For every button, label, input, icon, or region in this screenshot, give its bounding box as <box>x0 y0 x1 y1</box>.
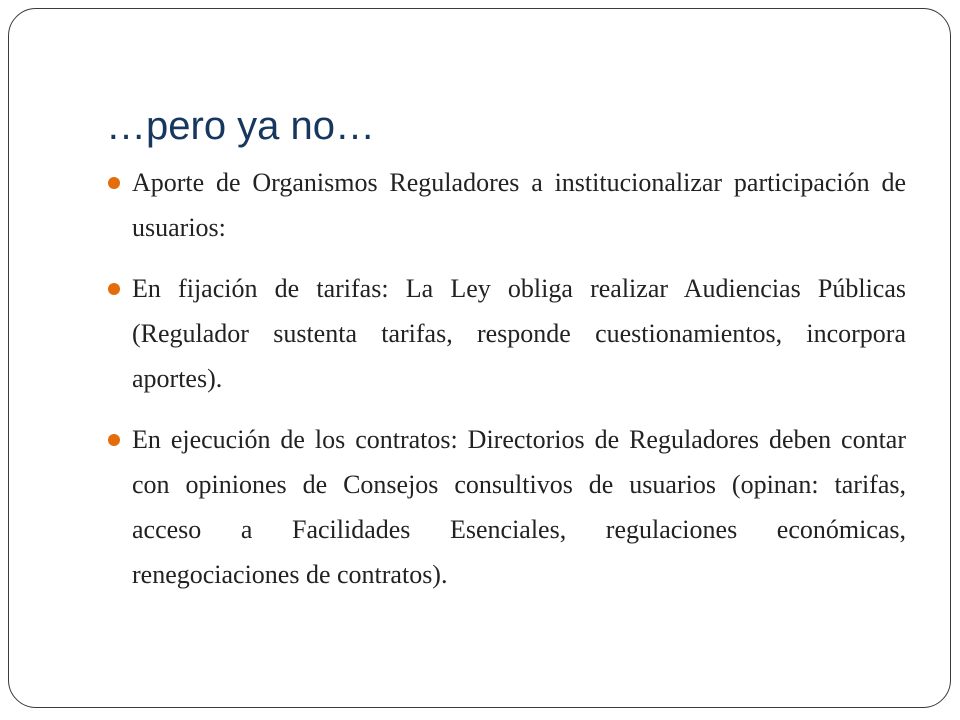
slide-title: …pero ya no… <box>106 104 376 148</box>
bullet-item <box>96 417 906 597</box>
bullet-text: Aporte de Organismos Reguladores a institucionalizar participación de usuarios: <box>132 168 906 242</box>
bullet-dot-icon <box>108 177 120 189</box>
bullet-item <box>96 266 906 401</box>
bullet-text: En fijación de tarifas: La Ley obliga realizar Audiencias Públicas (Regulador sustenta tarifas, responde cuestionamientos, incorpora aportes). <box>132 274 906 393</box>
bullet-text: En ejecución de los contratos: Directorios de Reguladores deben contar con opiniones de Consejos consultivos de usuarios (opinan: tarifas, acceso a Facilidades Esenciales, regulaciones económicas, renegociaciones de contratos). <box>132 425 906 589</box>
bullet-item <box>96 160 906 250</box>
bullet-dot-icon <box>108 434 120 446</box>
bullet-list <box>96 160 906 613</box>
bullet-dot-icon <box>108 283 120 295</box>
